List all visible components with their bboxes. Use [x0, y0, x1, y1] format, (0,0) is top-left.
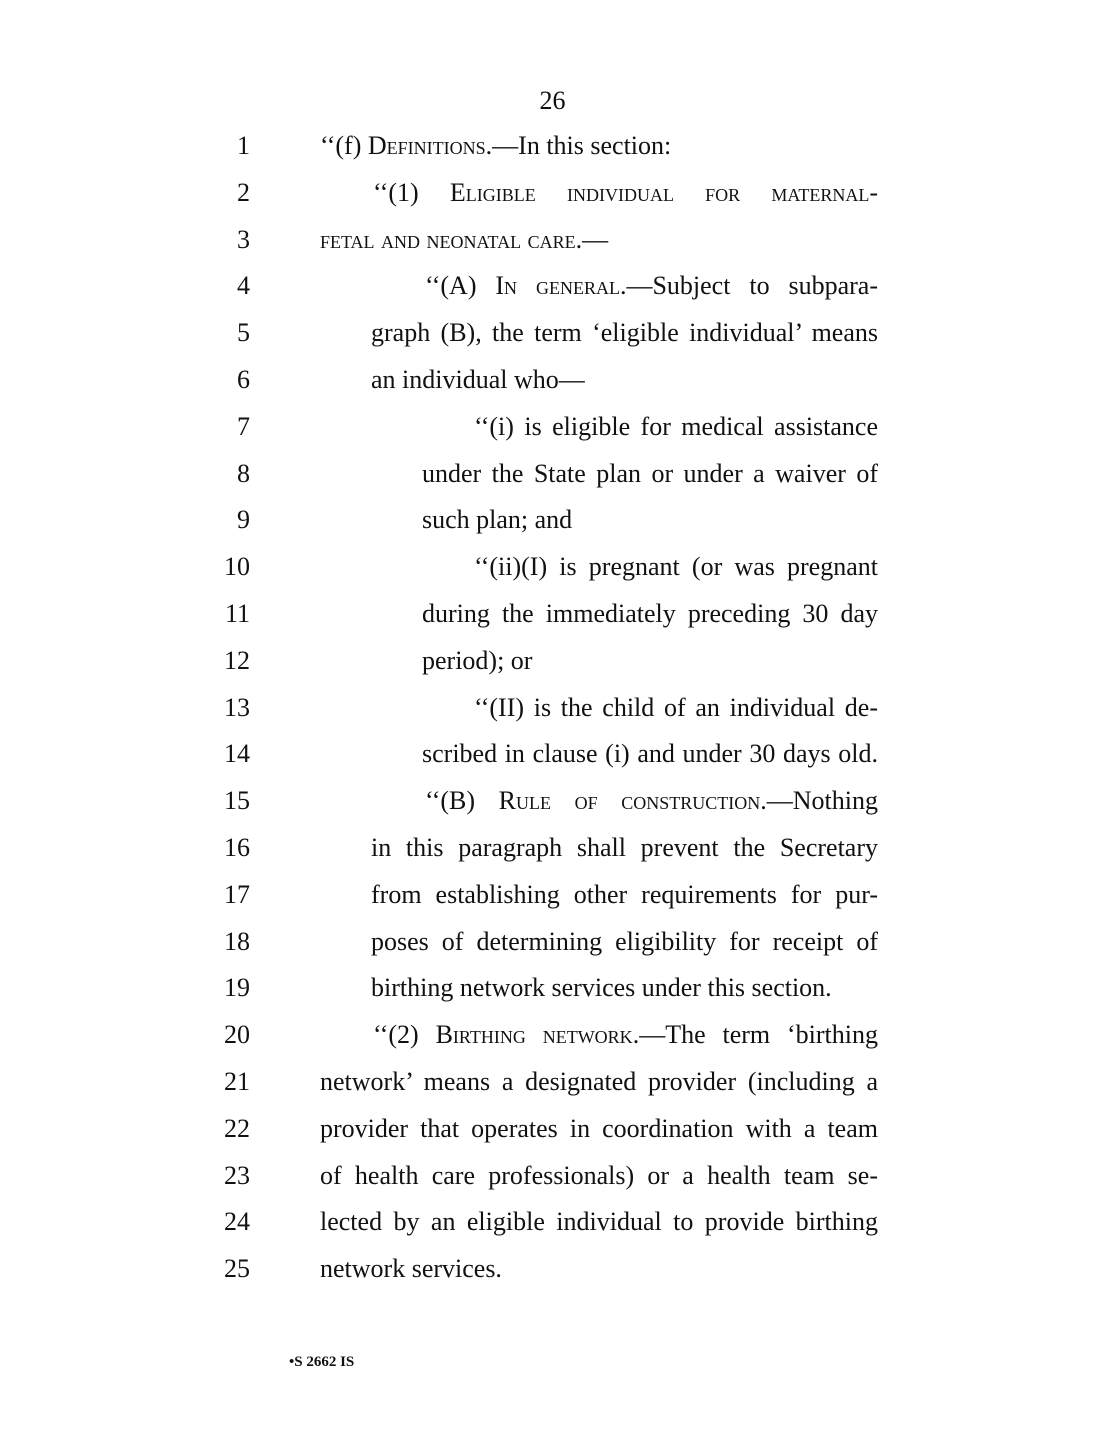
- text-line: [0, 123, 1105, 169]
- line-text: [422, 731, 878, 777]
- text-line: [0, 1012, 1105, 1058]
- line-number: 2: [237, 177, 250, 207]
- line-text: [320, 217, 608, 263]
- text-run: an individual who—: [371, 365, 585, 394]
- text-run: ‘‘(f): [320, 131, 368, 160]
- line-text: [425, 263, 878, 309]
- text-line: [0, 731, 1105, 777]
- text-run: such plan; and: [422, 505, 573, 535]
- bill-identifier-footer: •S 2662 IS: [289, 1354, 355, 1370]
- text-line: [0, 778, 1105, 824]
- line-text: [371, 825, 878, 871]
- text-line: [0, 1106, 1105, 1152]
- text-run: ‘‘(i) is eligible for medical assistance: [474, 411, 878, 441]
- text-run: ‘‘(1): [373, 177, 450, 207]
- text-line: [0, 1059, 1105, 1105]
- text-run: lected by an eligible individual to provide birthing: [320, 1207, 878, 1237]
- line-number: 25: [224, 1254, 250, 1284]
- text-run: birthing network services under this section.: [371, 973, 832, 1003]
- text-run: ‘‘(2): [373, 1020, 436, 1050]
- text-run: graph (B), the term ‘eligible individual’ means: [371, 318, 878, 348]
- small-caps-heading: In general: [495, 271, 620, 301]
- small-caps-heading: Definitions: [367, 131, 486, 160]
- line-number: 7: [237, 411, 250, 441]
- text-line: [0, 310, 1105, 356]
- line-text: [371, 310, 878, 356]
- small-caps-heading: Rule of construction: [498, 786, 761, 816]
- text-line: [0, 217, 1105, 263]
- text-run: of health care professionals) or a health team se-: [320, 1160, 878, 1190]
- page-number: 26: [539, 86, 566, 115]
- line-number: 8: [237, 458, 250, 488]
- text-run: .—Nothing: [760, 786, 878, 816]
- small-caps-heading: Birthing network: [435, 1020, 633, 1050]
- line-text: [474, 685, 878, 731]
- line-number: 21: [224, 1067, 250, 1096]
- line-text: [371, 965, 832, 1011]
- text-run: ‘‘(ii)(I) is pregnant (or was pregnant: [474, 552, 878, 582]
- line-text: [320, 1153, 878, 1199]
- line-text: [320, 1106, 878, 1152]
- text-run: ‘‘(A): [425, 271, 496, 301]
- text-run: under the State plan or under a waiver of: [422, 458, 878, 488]
- text-line: [0, 872, 1105, 918]
- line-number: 5: [237, 318, 250, 348]
- line-number: 15: [224, 786, 250, 816]
- line-number: 22: [224, 1113, 250, 1143]
- line-text: [320, 123, 671, 169]
- text-line: [0, 1153, 1105, 1199]
- line-number: 12: [224, 645, 250, 675]
- text-run: during the immediately preceding 30 day: [422, 599, 878, 628]
- line-text: [422, 451, 878, 497]
- line-text: [422, 638, 532, 684]
- text-line: [0, 825, 1105, 871]
- line-text: [371, 919, 878, 965]
- line-text: [474, 544, 878, 590]
- text-line: [0, 965, 1105, 1011]
- line-number: 6: [237, 365, 250, 394]
- line-number: 17: [224, 879, 250, 909]
- text-line: [0, 451, 1105, 497]
- line-text: [422, 497, 572, 543]
- text-run: ‘‘(II) is the child of an individual de-: [474, 692, 878, 722]
- text-run: scribed in clause (i) and under 30 days old.: [422, 739, 878, 769]
- text-line: [0, 919, 1105, 965]
- line-number: 13: [224, 692, 250, 722]
- text-line: [0, 263, 1105, 309]
- line-text: [371, 357, 585, 403]
- line-text: [320, 1246, 502, 1292]
- text-run: poses of determining eligibility for receipt of: [371, 926, 878, 956]
- line-text: [474, 404, 878, 450]
- text-run: period); or: [422, 645, 533, 675]
- line-text: [422, 591, 878, 637]
- text-run: .—: [575, 224, 609, 254]
- line-text: [371, 872, 878, 918]
- line-number: 19: [224, 973, 250, 1003]
- line-number: 4: [237, 271, 250, 301]
- text-line: [0, 638, 1105, 684]
- small-caps-heading: Eligible individual for maternal-: [449, 177, 878, 207]
- text-line: [0, 544, 1105, 590]
- text-run: .—The term ‘birthing: [632, 1020, 878, 1050]
- text-line: [0, 591, 1105, 637]
- text-line: [0, 685, 1105, 731]
- line-number: 9: [237, 505, 250, 535]
- line-text: [320, 1199, 878, 1245]
- text-run: provider that operates in coordination with a team: [320, 1113, 878, 1143]
- line-text: [320, 1059, 878, 1105]
- text-run: network’ means a designated provider (including a: [320, 1067, 878, 1096]
- line-text: [425, 778, 878, 824]
- text-line: [0, 497, 1105, 543]
- line-number: 1: [237, 131, 250, 160]
- text-line: [0, 404, 1105, 450]
- text-run: in this paragraph shall prevent the Secretary: [371, 833, 878, 862]
- line-text: [373, 170, 878, 216]
- line-number: 24: [224, 1207, 250, 1237]
- small-caps-heading: fetal and neonatal care: [320, 224, 576, 254]
- line-number: 23: [224, 1160, 250, 1190]
- text-run: network services.: [320, 1254, 502, 1284]
- text-line: [0, 357, 1105, 403]
- text-line: [0, 1246, 1105, 1292]
- line-number: 11: [224, 599, 250, 628]
- line-number: 20: [224, 1020, 250, 1050]
- line-number: 10: [224, 552, 250, 582]
- text-run: ‘‘(B): [425, 786, 499, 816]
- text-line: [0, 1199, 1105, 1245]
- line-number: 16: [224, 833, 250, 862]
- text-run: .—In this section:: [485, 131, 672, 160]
- text-run: from establishing other requirements for pur-: [371, 879, 878, 909]
- text-run: .—Subject to subpara-: [619, 271, 878, 301]
- line-number: 18: [224, 926, 250, 956]
- line-number: 14: [224, 739, 250, 769]
- line-number: 3: [237, 224, 250, 254]
- line-text: [373, 1012, 878, 1058]
- text-line: [0, 170, 1105, 216]
